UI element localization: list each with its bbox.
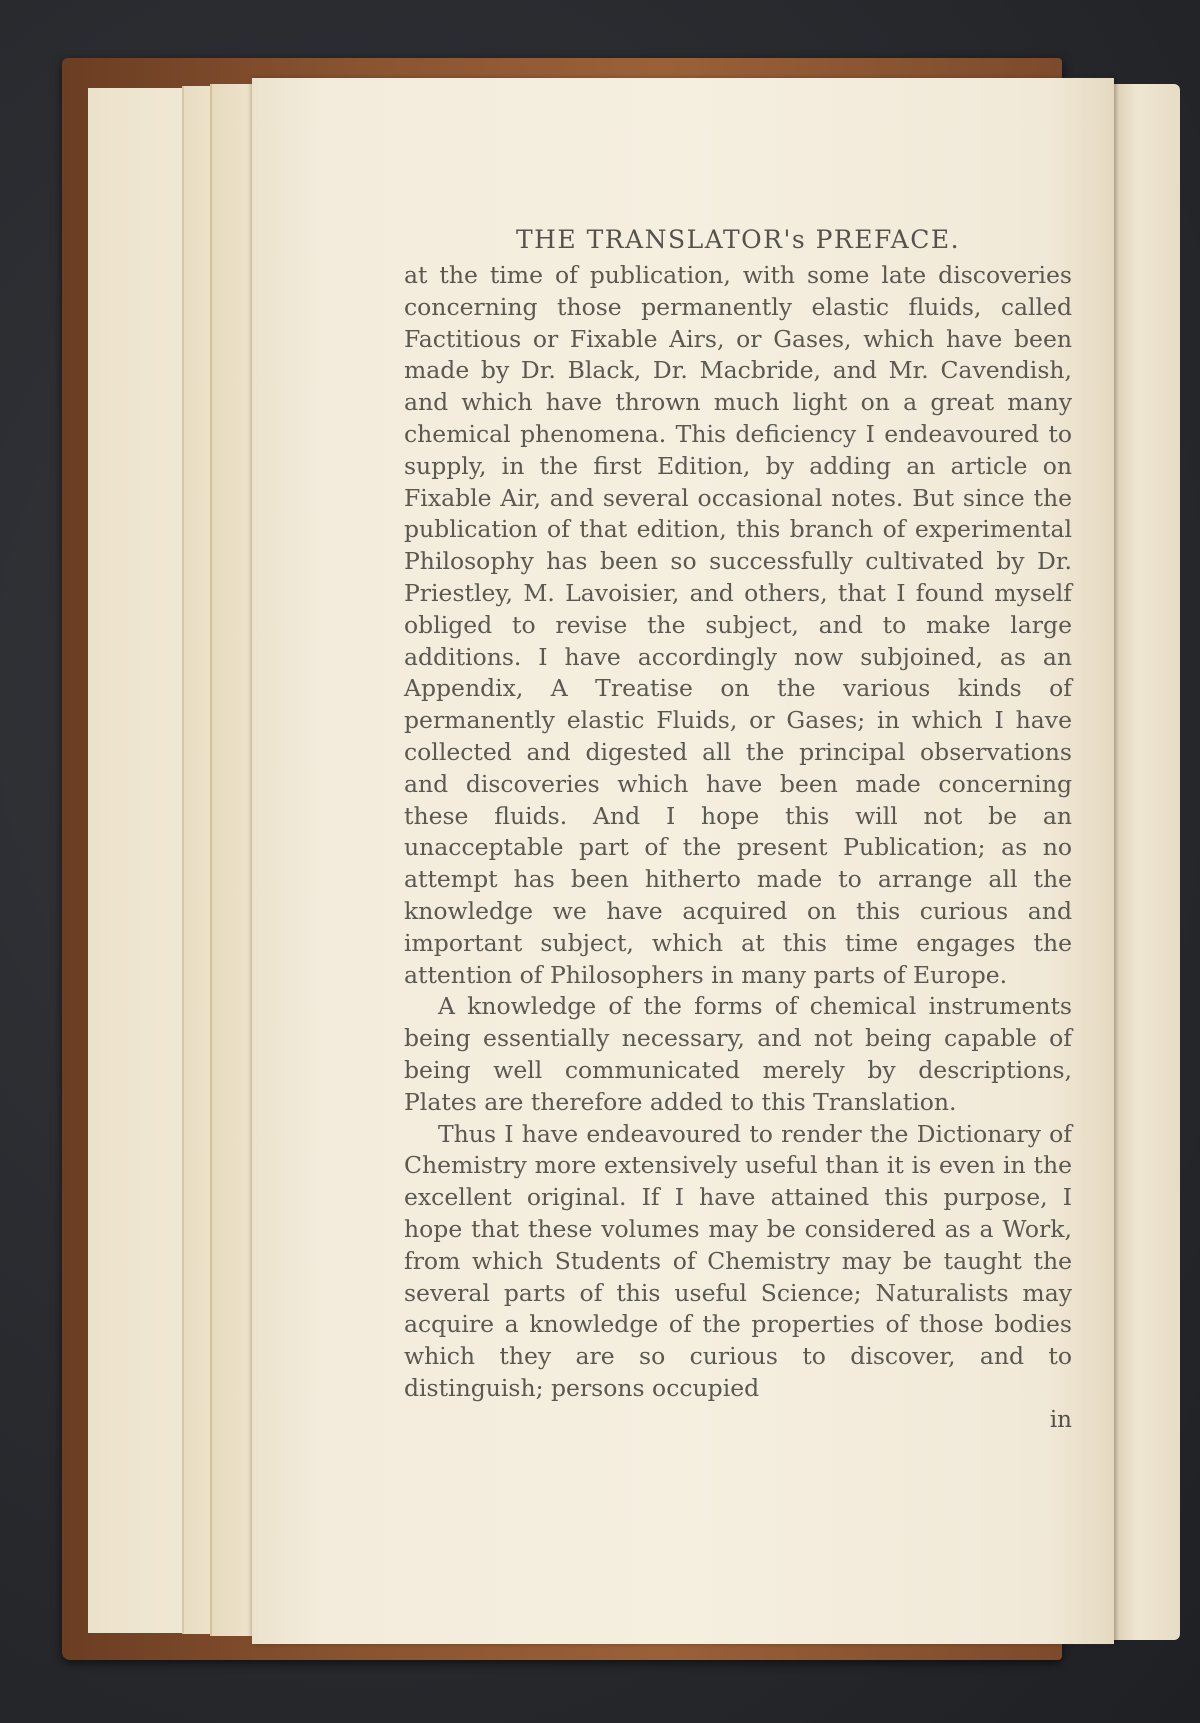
book-page	[252, 78, 1114, 1644]
page-edge-left-3	[210, 84, 253, 1636]
paragraph-1: at the time of publication, with some late discoveries concerning those permanently elastic fluids, called Factitious or Fixable Airs, or Gases, which have been made by Dr. Black, Dr. Macbride, and Mr. Cavendish, and which have thrown much light on a great many chemical phenomena. This deficiency I endeavoured to supply, in the first Edition, by adding an article on Fixable Air, and several occasional notes. But since the publication of that edition, this branch of experimental Philosophy has been so successfully cultivated by Dr. Priestley, M. Lavoisier, and others, that I found myself obliged to revise the subject, and to make large additions. I have accordingly now subjoined, as an Appendix, A Treatise on the various kinds of permanently elastic Fluids, or Gases; in which I have collected and digested all the principal observations and discoveries which have been made concerning these fluids. And I hope this will not be an unacceptable part of the present Publication; as no attempt has been hitherto made to arrange all the knowledge we have acquired on this curious and important subject, which at this time engages the attention of Philosophers in many parts of Europe.	[404, 261, 1072, 989]
facing-page-edge	[1110, 84, 1180, 1640]
catchword: in	[1049, 1406, 1072, 1433]
page-edge-left-1	[88, 88, 189, 1633]
running-head: THE TRANSLATOR's PREFACE.	[515, 225, 961, 254]
paragraph-3: Thus I have endeavoured to render the Dictionary of Chemistry more extensively useful than it is even in the excellent original. If I have attained this purpose, I hope that these volumes may be considered as a Work, from which Students of Chemistry may be taught the several parts of this useful Science; Naturalists may acquire a knowledge of the properties of those bodies which they are so curious to discover, and to distinguish; persons occupied	[404, 1119, 1072, 1402]
page-text-block	[404, 220, 1072, 1433]
paragraph-2: A knowledge of the forms of chemical instruments being essentially necessary, and not being capable of being well communicated merely by descriptions, Plates are therefore added to this Translation.	[404, 992, 1072, 1116]
